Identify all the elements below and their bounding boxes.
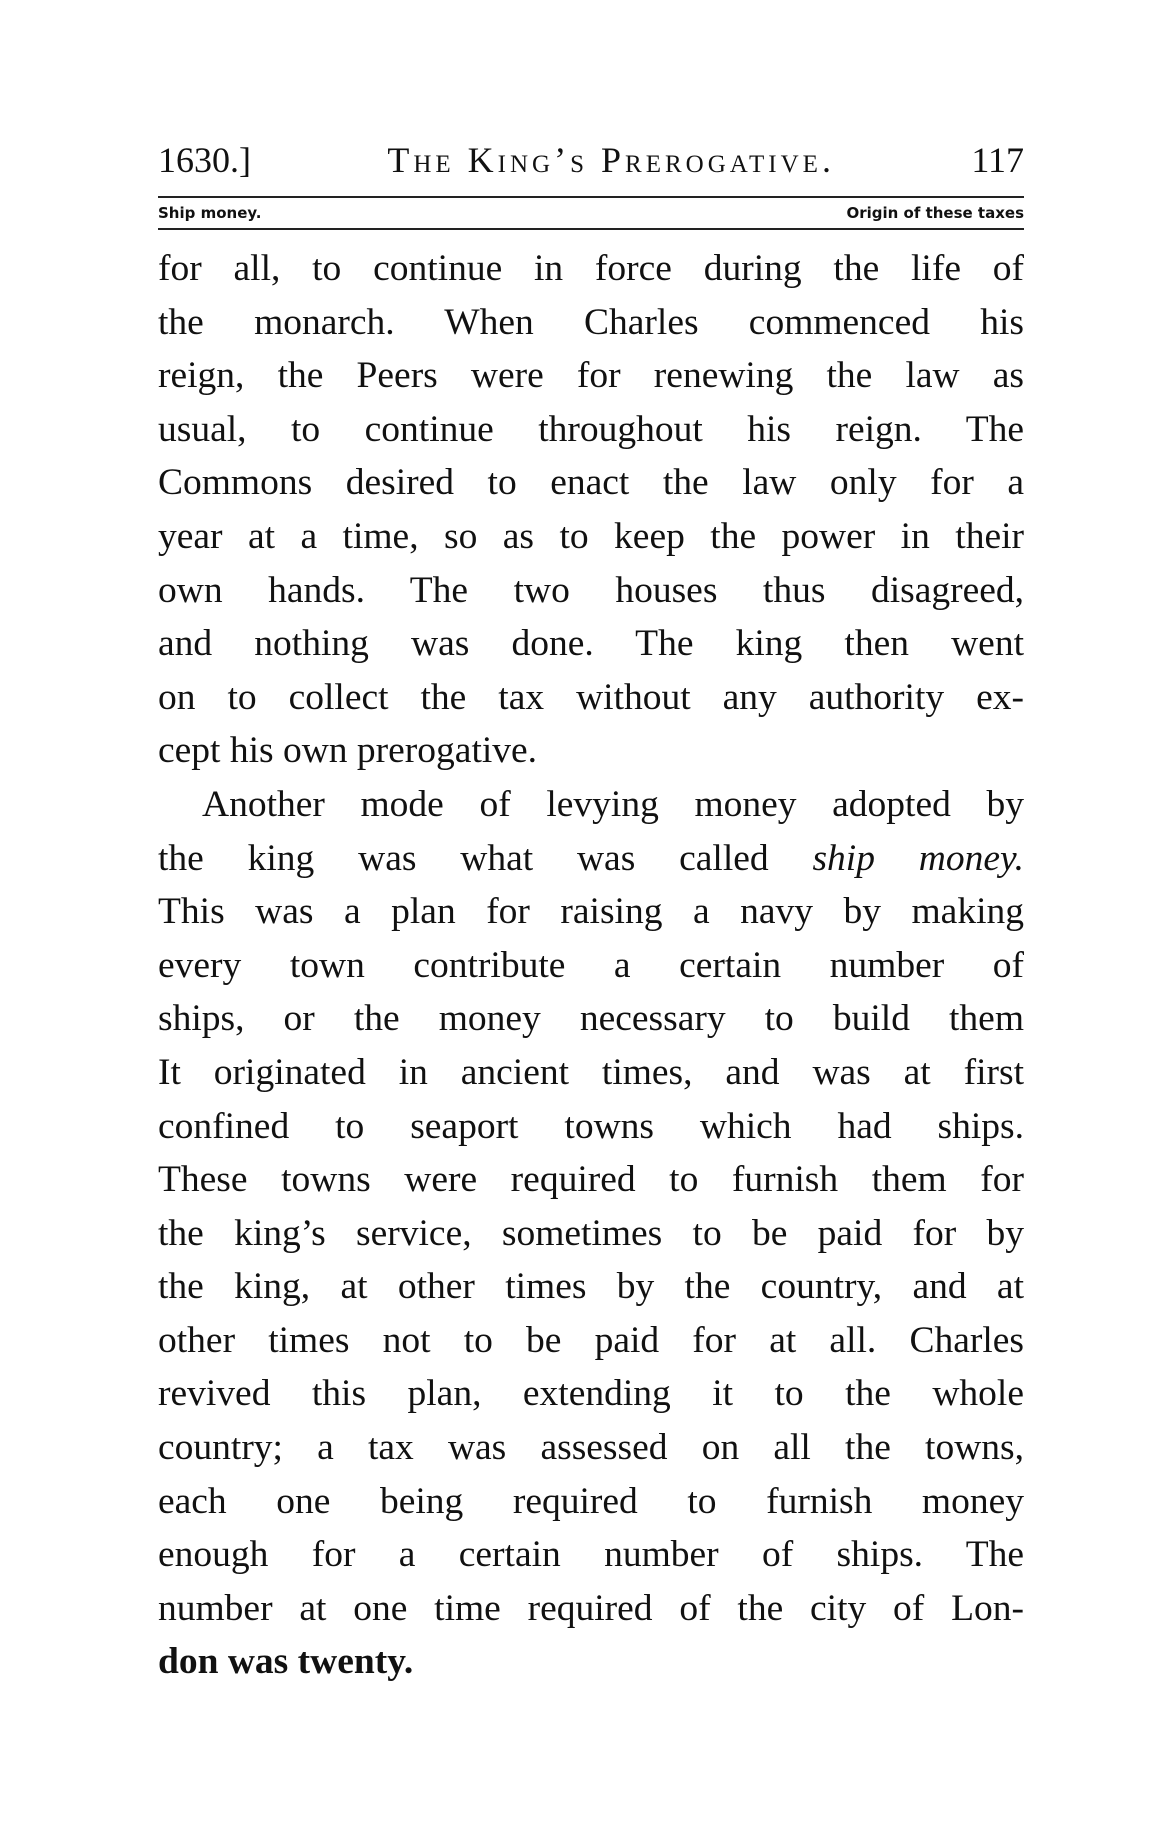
side-note-left: Ship money. xyxy=(158,204,262,222)
text-line: on to collect the tax without any authority ex- xyxy=(158,676,1024,718)
side-notes-rule xyxy=(158,228,1024,230)
text-line: enough for a certain number of ships. The xyxy=(158,1534,1024,1576)
text-line: usual, to continue throughout his reign. The xyxy=(158,408,1024,450)
text-line: the king’s service, sometimes to be paid for by xyxy=(158,1212,1024,1254)
text-line: each one being required to furnish money xyxy=(158,1480,1024,1522)
text-line: own hands. The two houses thus disagreed, xyxy=(158,569,1024,611)
header-year: 1630.] xyxy=(158,140,251,180)
text-line: reign, the Peers were for renewing the law as xyxy=(158,355,1024,397)
text-line: for all, to continue in force during the life of xyxy=(158,248,1024,289)
text-line: the king was what was called ship money. xyxy=(158,837,1024,879)
text-line: ships, or the money necessary to build them xyxy=(158,998,1024,1040)
text-line: don was twenty. xyxy=(158,1641,414,1683)
side-notes xyxy=(158,202,1024,224)
text-line: year at a time, so as to keep the power in their xyxy=(158,515,1024,557)
text-line: every town contribute a certain number of xyxy=(158,944,1024,986)
text-line: the monarch. When Charles commenced his xyxy=(158,301,1024,343)
running-head xyxy=(158,138,1024,182)
header-title: The King’s Prerogative. xyxy=(387,140,835,180)
text-line: These towns were required to furnish them for xyxy=(158,1159,1024,1201)
text-line: other times not to be paid for at all. Charles xyxy=(158,1319,1024,1361)
text-line: and nothing was done. The king then went xyxy=(158,623,1024,665)
side-note-right: Origin of these taxes xyxy=(846,204,1024,222)
paragraph-2 xyxy=(158,778,1024,1689)
text-line: cept his own prerogative. xyxy=(158,730,538,772)
text-line: Another mode of levying money adopted by xyxy=(202,783,1024,825)
book-page xyxy=(158,138,1024,1689)
paragraph-1 xyxy=(158,242,1024,778)
text-line: the king, at other times by the country, and at xyxy=(158,1266,1024,1308)
body-text xyxy=(158,242,1024,1689)
text-line: This was a plan for raising a navy by making xyxy=(158,891,1024,933)
text-line: It originated in ancient times, and was at first xyxy=(158,1051,1024,1093)
text-line: revived this plan, extending it to the whole xyxy=(158,1373,1024,1415)
page-number: 117 xyxy=(971,140,1024,180)
text-line: confined to seaport towns which had ships. xyxy=(158,1105,1024,1147)
header-rule xyxy=(158,196,1024,198)
text-line: Commons desired to enact the law only for a xyxy=(158,462,1024,504)
text-line: country; a tax was assessed on all the towns, xyxy=(158,1427,1024,1469)
text-line: number at one time required of the city of Lon- xyxy=(158,1587,1024,1629)
